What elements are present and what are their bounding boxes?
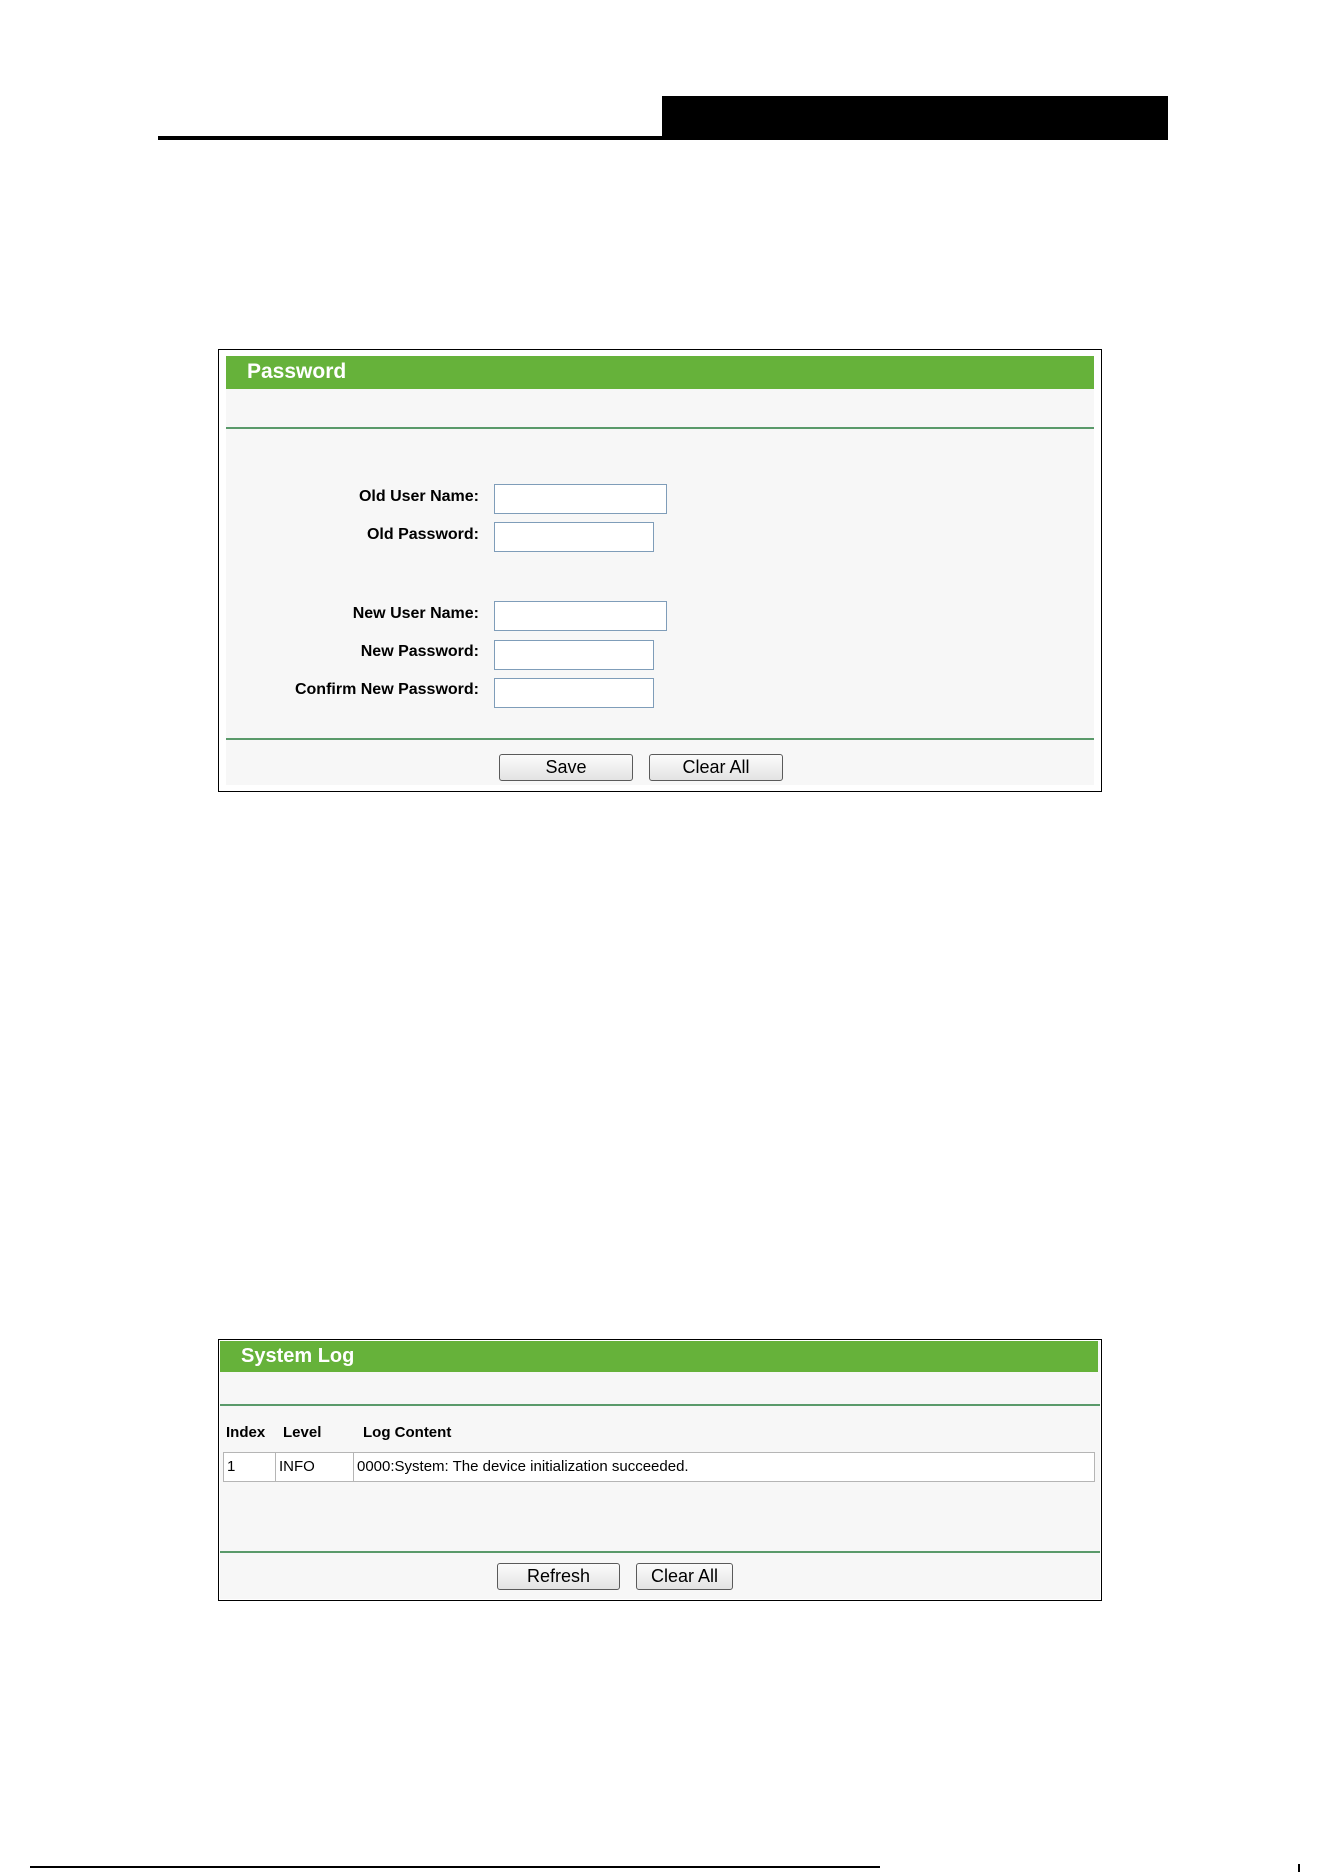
column-header-log-content: Log Content — [363, 1424, 452, 1441]
password-top-divider — [226, 427, 1094, 429]
clear-all-button[interactable]: Clear All — [649, 754, 783, 781]
system-log-top-divider — [220, 1404, 1100, 1406]
new-password-input[interactable] — [494, 640, 654, 670]
system-log-panel — [218, 1339, 1102, 1601]
document-footer-mark — [1298, 1864, 1300, 1872]
log-index-cell: 1 — [224, 1453, 276, 1481]
password-panel-title: Password — [226, 356, 1094, 389]
log-level-cell: INFO — [276, 1453, 354, 1481]
save-button[interactable]: Save — [499, 754, 633, 781]
column-header-level: Level — [283, 1424, 322, 1441]
old-user-name-label: Old User Name: — [358, 488, 479, 505]
log-content-cell: 0000:System: The device initialization succeeded. — [357, 1458, 689, 1475]
old-user-name-input[interactable] — [494, 484, 667, 514]
confirm-new-password-input[interactable] — [494, 678, 654, 708]
new-user-name-label: New User Name: — [352, 605, 479, 622]
document-footer-rule — [30, 1866, 880, 1868]
password-bottom-divider — [226, 738, 1094, 740]
old-password-input[interactable] — [494, 522, 654, 552]
column-header-index: Index — [226, 1424, 266, 1441]
old-password-label: Old Password: — [366, 526, 479, 543]
new-user-name-input[interactable] — [494, 601, 667, 631]
table-row — [223, 1452, 1095, 1482]
new-password-label: New Password: — [360, 643, 479, 660]
confirm-new-password-label: Confirm New Password: — [294, 681, 479, 698]
system-log-bottom-divider — [220, 1551, 1100, 1553]
refresh-button[interactable]: Refresh — [497, 1563, 620, 1590]
password-panel — [218, 349, 1102, 792]
document-header-bar — [662, 96, 1168, 140]
system-log-panel-title: System Log — [220, 1341, 1098, 1372]
password-panel-body — [226, 356, 1094, 785]
log-clear-all-button[interactable]: Clear All — [636, 1563, 733, 1590]
